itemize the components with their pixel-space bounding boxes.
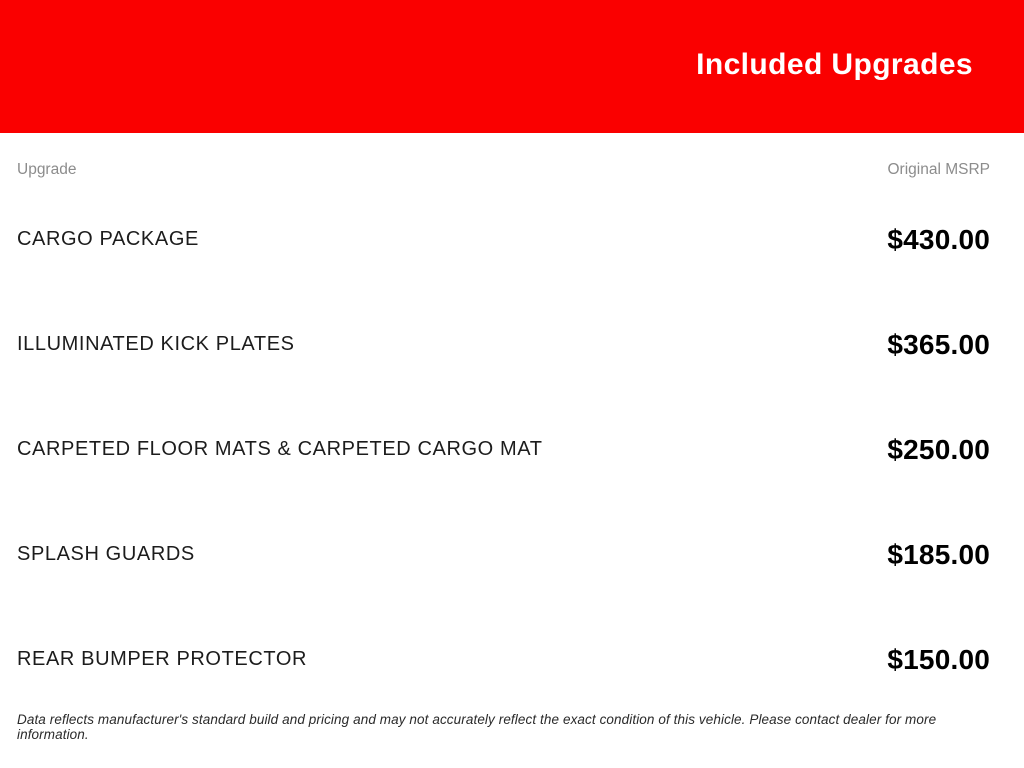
upgrade-name: CARGO PACKAGE	[17, 228, 199, 250]
header-banner	[0, 0, 1024, 133]
table-column-header-row	[17, 161, 990, 179]
table-row	[17, 607, 990, 712]
upgrades-table	[0, 161, 1024, 742]
upgrade-price: $150.00	[887, 643, 990, 675]
table-row	[17, 187, 990, 292]
column-header-original-msrp: Original MSRP	[887, 161, 990, 178]
upgrade-price: $185.00	[887, 538, 990, 570]
table-row	[17, 502, 990, 607]
upgrade-price: $250.00	[887, 433, 990, 465]
table-row	[17, 292, 990, 397]
upgrade-price: $430.00	[887, 223, 990, 255]
upgrade-name: SPLASH GUARDS	[17, 543, 195, 565]
upgrade-name: CARPETED FLOOR MATS & CARPETED CARGO MAT	[17, 438, 543, 460]
disclaimer-text: Data reflects manufacturer's standard build and pricing and may not accurately reflect the exact condition of this vehicle. Please contact dealer for more information.	[17, 712, 937, 742]
table-rows	[17, 187, 990, 712]
table-row	[17, 397, 990, 502]
column-header-upgrade: Upgrade	[17, 161, 77, 178]
page-title: Included Upgrades	[696, 47, 973, 81]
upgrade-name: ILLUMINATED KICK PLATES	[17, 333, 295, 355]
upgrade-name: REAR BUMPER PROTECTOR	[17, 648, 308, 670]
upgrade-price: $365.00	[887, 328, 990, 360]
